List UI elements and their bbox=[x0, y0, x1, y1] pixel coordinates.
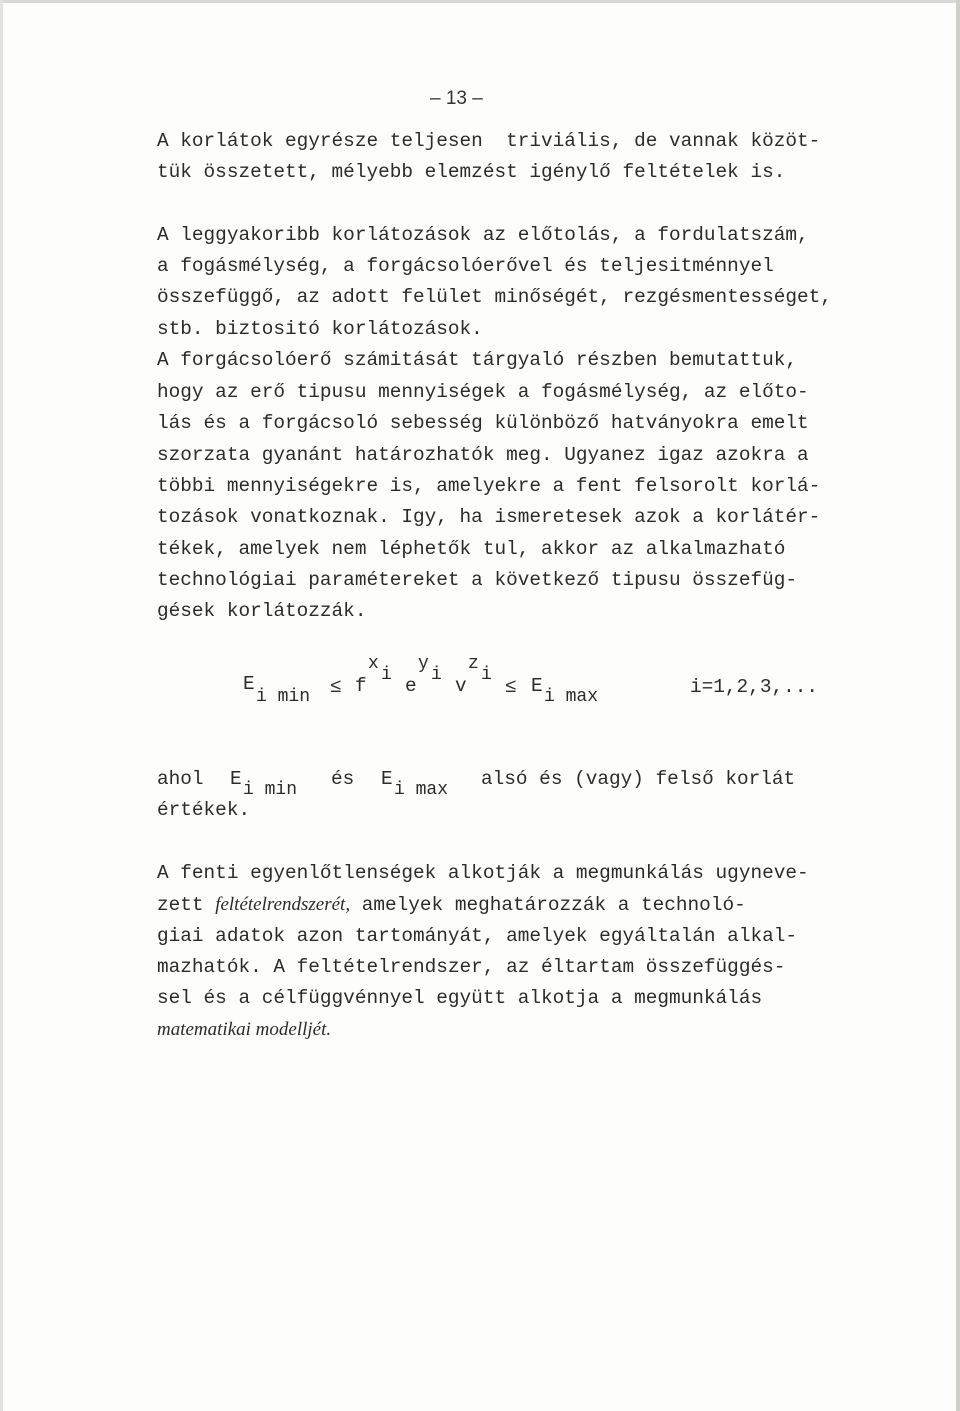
formula-le-1: ≤ bbox=[330, 676, 342, 698]
scan-edge-left bbox=[0, 0, 3, 1411]
scan-edge-right bbox=[956, 0, 960, 1411]
text-line: tozások vonatkoznak. Igy, ha ismeretesek azok a korlátér- bbox=[157, 506, 821, 528]
formula-sub-max: i max bbox=[544, 687, 599, 707]
text-segment: zett bbox=[157, 894, 216, 916]
text-line: stb. biztositó korlátozások. bbox=[157, 318, 483, 340]
text-line: A fenti egyenlőtlenségek alkotják a megmunkálás ugyneve- bbox=[157, 862, 809, 884]
text-line: A leggyakoribb korlátozások az előtolás, a fordulatszám, bbox=[157, 224, 809, 246]
text-line: sel és a célfüggvénnyel együtt alkotja a megmunkálás bbox=[157, 987, 763, 1009]
italic-term: feltételrendszerét, bbox=[215, 894, 351, 915]
text-line-with-italic bbox=[157, 895, 746, 915]
page-number: – 13 – bbox=[430, 88, 483, 109]
text-line: hogy az erő tipusu mennyiségek a fogásmélység, az előto- bbox=[157, 381, 809, 403]
where-sub-max: i max bbox=[394, 780, 449, 800]
formula-E-max: E bbox=[531, 675, 543, 697]
where-es: és bbox=[331, 768, 355, 790]
text-line: A korlátok egyrésze teljesen triviális, de vannak közöt- bbox=[157, 130, 821, 152]
formula-E-min: E bbox=[243, 673, 255, 695]
text-line: gések korlátozzák. bbox=[157, 600, 367, 622]
text-line: többi mennyiségekre is, amelyekre a fent felsorolt korlá- bbox=[157, 475, 821, 497]
where-ahol: ahol bbox=[157, 768, 204, 790]
text-line: technológiai paramétereket a következő tipusu összefüg- bbox=[157, 569, 797, 591]
formula-sub-min: i min bbox=[256, 687, 311, 707]
italic-term: matematikai modelljét. bbox=[157, 1019, 332, 1040]
text-line: tük összetett, mélyebb elemzést igénylő feltételek is. bbox=[157, 161, 786, 183]
formula-x-exp: x bbox=[368, 654, 379, 674]
where-rest: alsó és (vagy) felső korlát bbox=[481, 768, 796, 790]
text-line: a fogásmélység, a forgácsolóerővel és teljesitménnyel bbox=[157, 255, 774, 277]
formula-z-exp: z bbox=[468, 654, 479, 674]
scan-edge-top bbox=[0, 0, 960, 3]
text-segment: amelyek meghatározzák a technoló- bbox=[350, 894, 746, 916]
formula-z-exp-i: i bbox=[481, 665, 492, 685]
text-line: tékek, amelyek nem léphetők tul, akkor az alkalmazható bbox=[157, 538, 786, 560]
where-E-max: E bbox=[381, 768, 393, 790]
where-line2: értékek. bbox=[157, 799, 251, 821]
where-sub-min: i min bbox=[243, 780, 298, 800]
text-line: szorzata gyanánt határozhatók meg. Ugyanez igaz azokra a bbox=[157, 444, 809, 466]
text-line: giai adatok azon tartományát, amelyek egyáltalán alkal- bbox=[157, 925, 797, 947]
formula-index-range: i=1,2,3,... bbox=[690, 676, 818, 698]
formula-y-exp: y bbox=[418, 654, 429, 674]
formula-v: v bbox=[455, 675, 467, 697]
formula-y-exp-i: i bbox=[431, 665, 442, 685]
where-E-min: E bbox=[230, 768, 242, 790]
text-line: lás és a forgácsoló sebesség különböző hatványokra emelt bbox=[157, 412, 809, 434]
text-line: mazhatók. A feltételrendszer, az éltartam összefüggés- bbox=[157, 956, 786, 978]
formula-e: e bbox=[405, 675, 417, 697]
formula-x-exp-i: i bbox=[381, 665, 392, 685]
formula-f: f bbox=[355, 675, 367, 697]
formula-le-2: ≤ bbox=[505, 676, 517, 698]
text-line: összefüggő, az adott felület minőségét, rezgésmentességet, bbox=[157, 286, 832, 308]
text-line: A forgácsolóerő számitását tárgyaló részben bemutattuk, bbox=[157, 349, 797, 371]
